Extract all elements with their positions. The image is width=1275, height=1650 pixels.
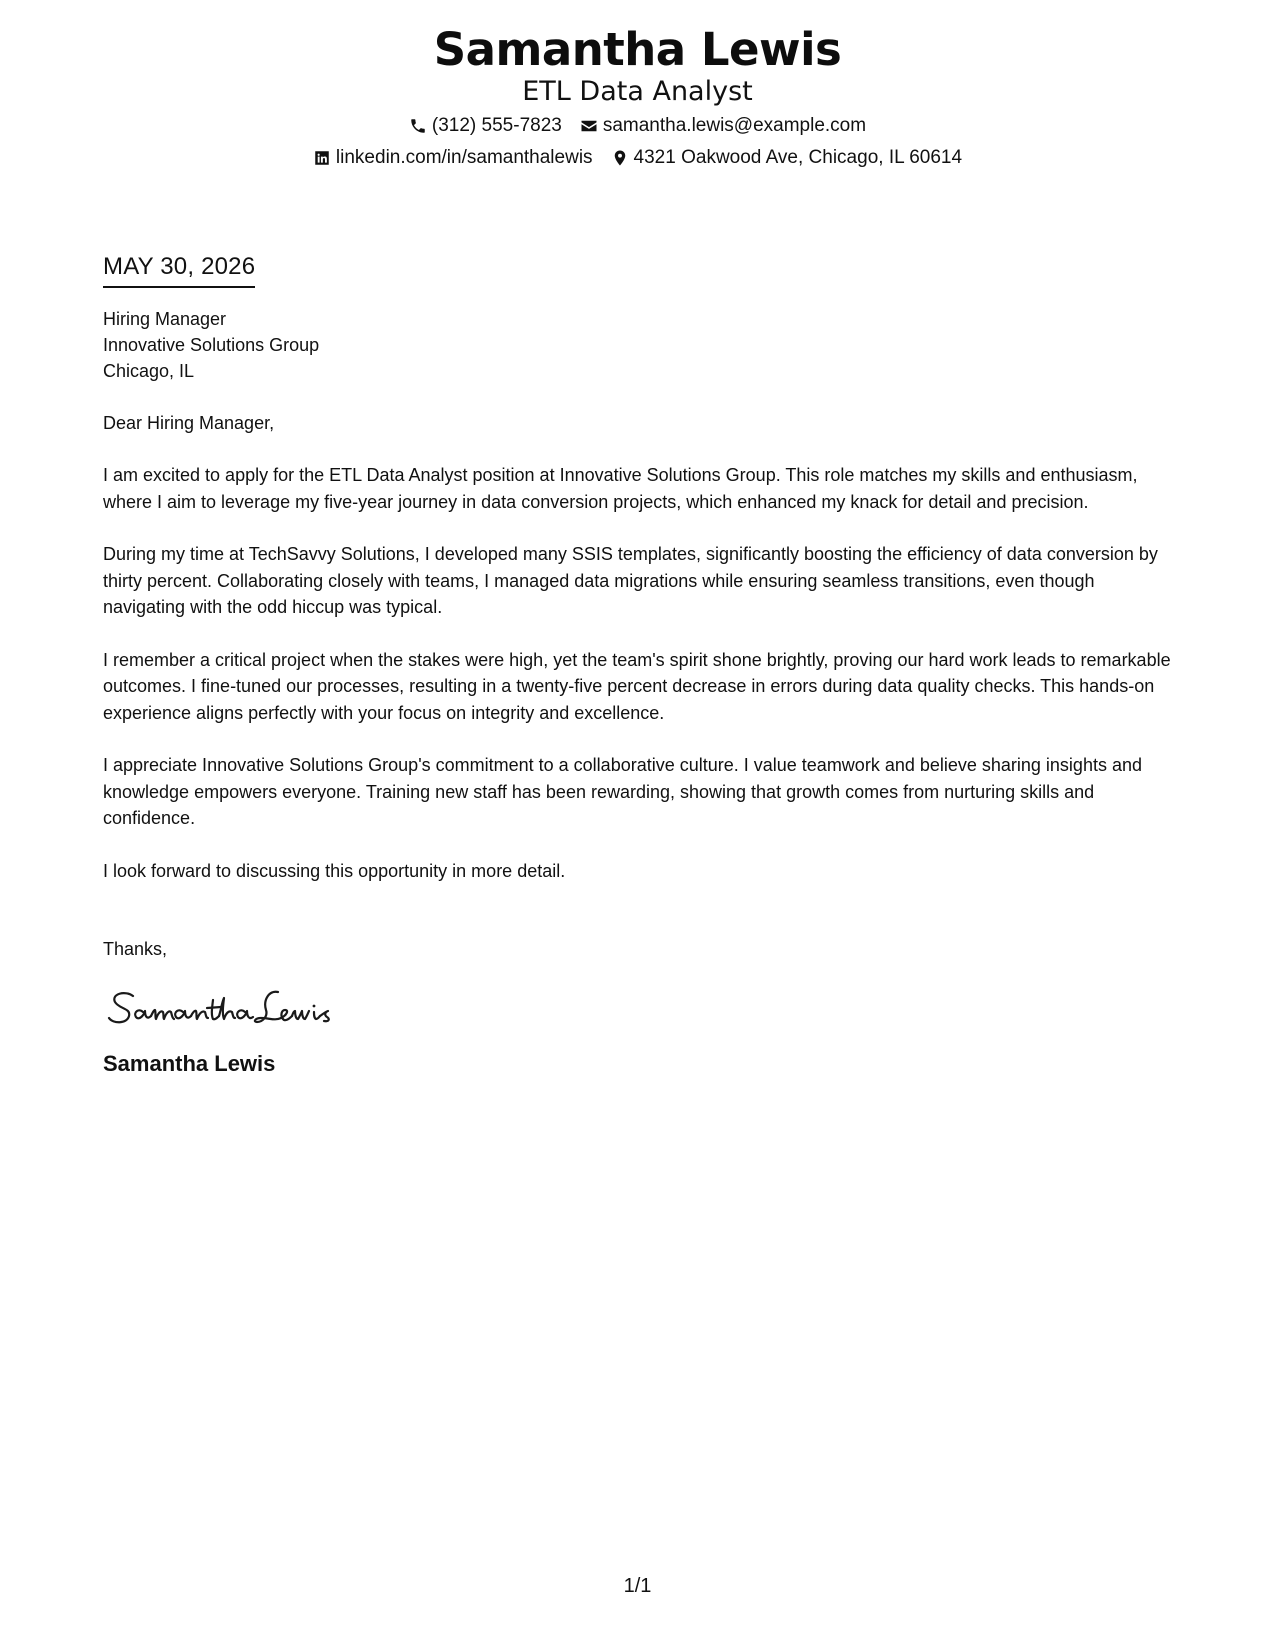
handwritten-signature [103, 982, 1178, 1032]
contact-linkedin[interactable] [313, 146, 593, 170]
body-paragraph: I remember a critical project when the stakes were high, yet the team's spirit shone brightly, proving our hard work leads to remarkable outcomes. I fine-tuned our processes, resulting in a twenty-five percent decrease in errors during data quality checks. This hands-on experience aligns perfectly with your focus on integrity and excellence. [103, 649, 1171, 723]
linkedin-icon [313, 149, 331, 167]
contact-email[interactable] [580, 114, 866, 138]
map-pin-icon [611, 149, 629, 167]
contact-phone [409, 114, 562, 138]
page-number: 1/1 [623, 1575, 652, 1597]
phone-number: (312) 555-7823 [431, 115, 562, 136]
body-paragraph: I am excited to apply for the ETL Data Analyst position at Innovative Solutions Group. This role matches my skills and enthusiasm, where I aim to leverage my five-year journey in data conversion projects, which enhanced my knack for detail and precision. [103, 465, 1138, 512]
email-address[interactable]: samantha.lewis@example.com [602, 115, 867, 136]
envelope-icon [580, 117, 598, 135]
phone-icon [409, 117, 427, 135]
applicant-title: ETL Data Analyst [522, 76, 753, 107]
recipient-block [103, 306, 1178, 384]
body-paragraph: During my time at TechSavvy Solutions, I developed many SSIS templates, significantly boosting the efficiency of data conversion by thirty percent. Collaborating closely with teams, I managed data migrations while ensuring seamless transitions, even though navigating with the odd hiccup was typical. [103, 544, 1158, 617]
letter-body [103, 252, 1178, 1078]
recipient-line: Innovative Solutions Group [103, 335, 320, 355]
recipient-line: Hiring Manager [103, 309, 227, 329]
mailing-address: 4321 Oakwood Ave, Chicago, IL 60614 [633, 147, 963, 168]
body-paragraph: I look forward to discussing this opportunity in more detail. [103, 860, 566, 881]
applicant-name: Samantha Lewis [433, 23, 842, 76]
linkedin-url[interactable]: linkedin.com/in/samanthalewis [335, 147, 593, 168]
recipient-line: Chicago, IL [103, 361, 195, 381]
contact-row-primary [0, 114, 1275, 138]
signer-name: Samantha Lewis [103, 1051, 276, 1076]
contact-row-secondary [0, 146, 1275, 170]
contact-address [611, 146, 963, 170]
body-paragraph: I appreciate Innovative Solutions Group's commitment to a collaborative culture. I value teamwork and believe sharing insights and knowledge empowers everyone. Training new staff has been rewarding, showing that growth comes from nurturing skills and confidence. [103, 755, 1142, 828]
letter-header [0, 22, 1275, 170]
closing-phrase: Thanks, [103, 939, 168, 959]
letter-date: MAY 30, 2026 [103, 252, 255, 288]
salutation: Dear Hiring Manager, [103, 413, 275, 433]
